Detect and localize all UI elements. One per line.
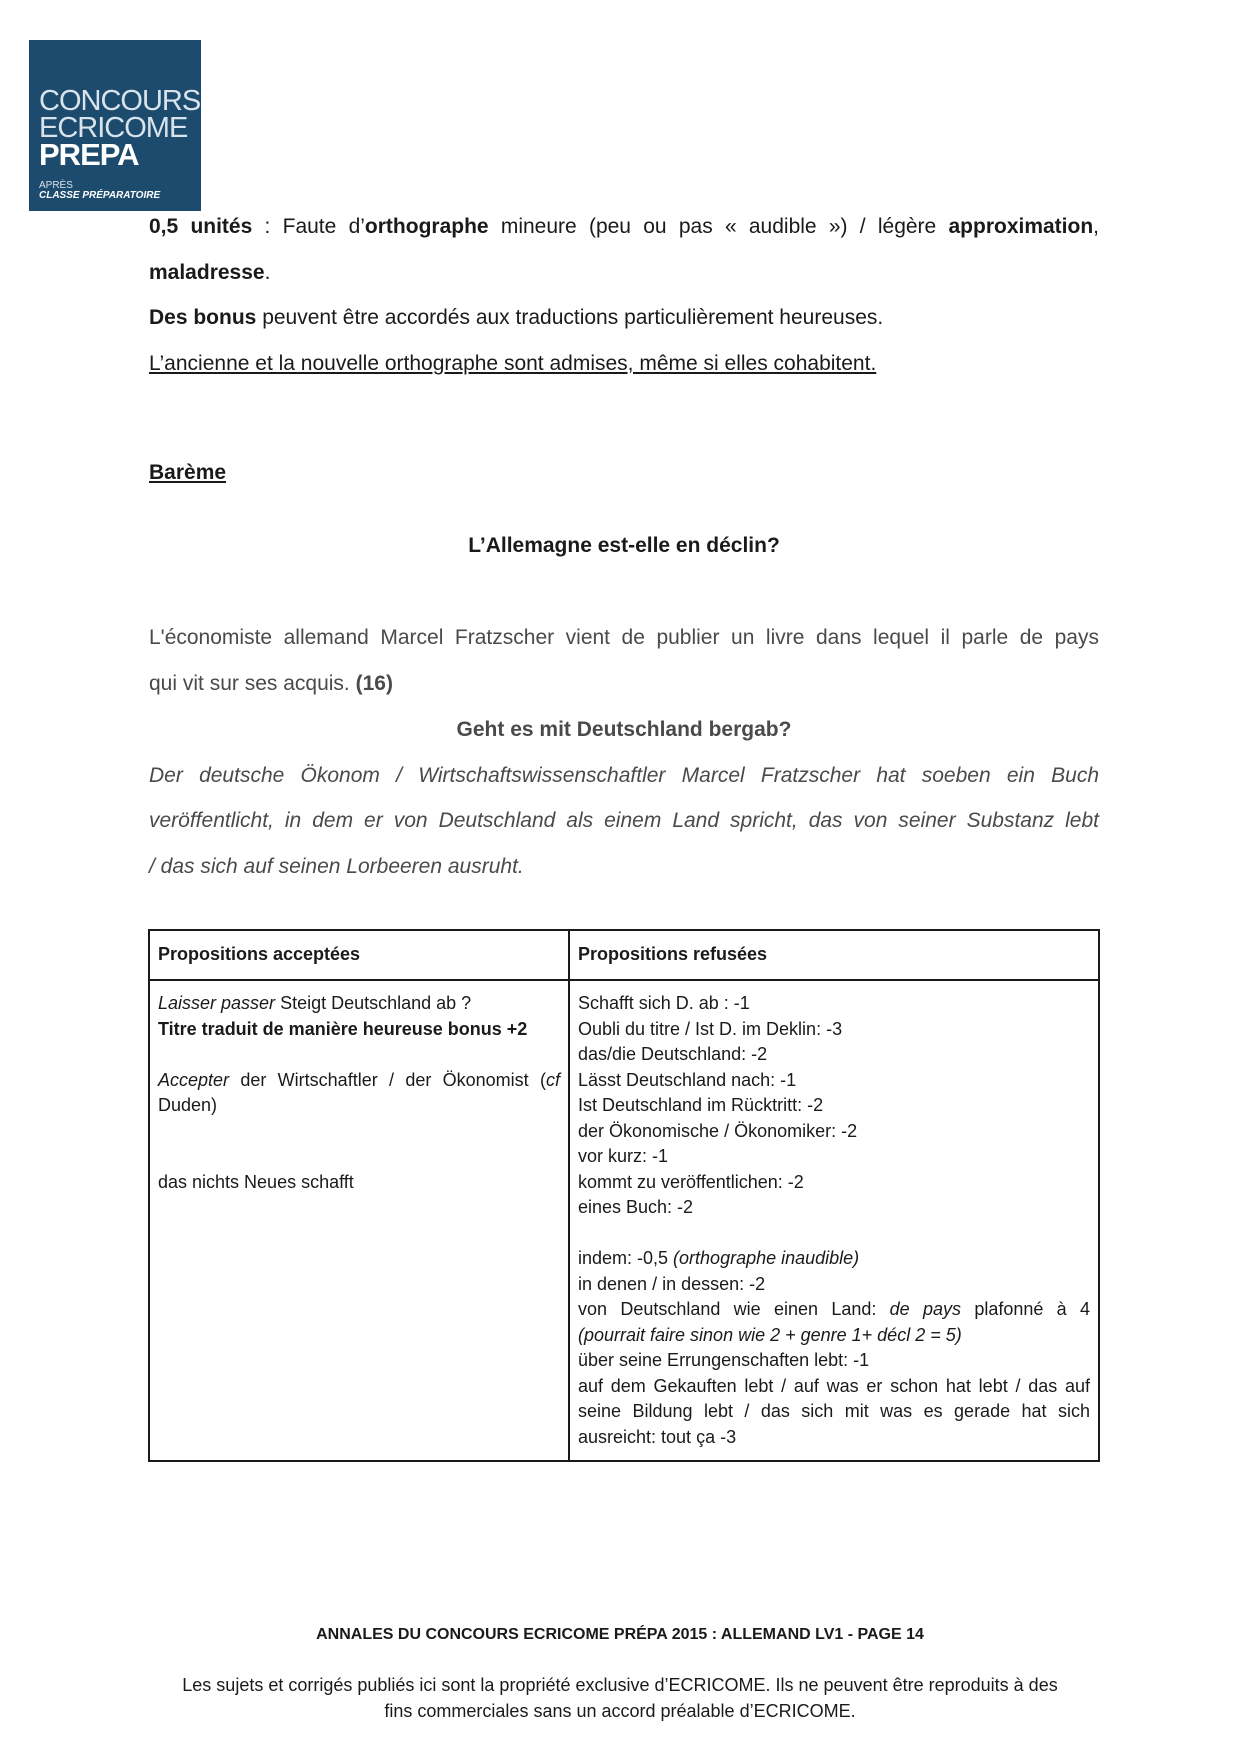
accepted-item: Duden) — [158, 1095, 218, 1115]
accepted-item: das nichts Neues schafft — [158, 1171, 354, 1192]
refused-item: von Deutschland wie einen Land: de pays plafonné à 4 — [578, 1299, 1090, 1319]
source-text-line1: L'économiste allemand Marcel Fratzscher vient de publier un livre dans lequel il parle de pays — [149, 626, 1099, 649]
header-refused: Propositions refusées — [569, 930, 1099, 980]
refused-item: Lässt Deutschland nach: -1 — [578, 1069, 797, 1090]
refused-item: auf dem Gekauften lebt / auf was er schon hat lebt / das auf — [578, 1375, 1090, 1396]
french-title: L’Allemagne est-elle en déclin? — [468, 534, 780, 557]
footer-page-line: ANNALES DU CONCOURS ECRICOME PRÉPA 2015 : ALLEMAND LV1 - PAGE 14 — [316, 1626, 924, 1643]
footer-rights-line1: Les sujets et corrigés publiés ici sont la propriété exclusive d’ECRICOME. Ils ne peuvent être reproduits à des — [182, 1675, 1058, 1695]
footer-rights-line2: fins commerciales sans un accord préalable d’ECRICOME. — [384, 1701, 856, 1721]
logo-line-classe: CLASSE PRÉPARATOIRE — [39, 190, 161, 201]
footer-rights — [150, 1672, 1090, 1724]
accepted-cell — [149, 980, 569, 1461]
logo-line-apres: APRÈS — [39, 180, 73, 191]
refused-item: (pourrait faire sinon wie 2 + genre 1+ décl 2 = 5) — [578, 1324, 962, 1345]
logo-line-prepa: PREPA — [39, 137, 139, 172]
intro-maladresse-line: maladresse. — [149, 261, 271, 284]
refused-item: Ist Deutschland im Rücktritt: -2 — [578, 1095, 824, 1115]
logo-line-concours: CONCOURS — [39, 85, 201, 117]
ecricome-logo — [29, 40, 201, 211]
translation-line1: Der deutsche Ökonom / Wirtschaftswissenschaftler Marcel Fratzscher hat soeben ein Buch — [149, 764, 1099, 787]
table-header-row — [149, 930, 1099, 980]
german-title: Geht es mit Deutschland bergab? — [456, 718, 792, 741]
refused-item: der Ökonomische / Ökonomiker: -2 — [578, 1120, 858, 1141]
refused-item: Schafft sich D. ab : -1 — [578, 993, 750, 1013]
intro-units-line: 0,5 unités : Faute d’orthographe mineure (peu ou pas « audible ») / légère approximation, — [149, 215, 1100, 238]
refused-item: in denen / in dessen: -2 — [578, 1273, 766, 1294]
refused-item: ausreicht: tout ça -3 — [578, 1426, 737, 1447]
spacer — [158, 1042, 560, 1068]
refused-item: seine Bildung lebt / das sich mit was es gerade hat sich — [578, 1401, 1090, 1421]
header-accepted: Propositions acceptées — [149, 930, 569, 980]
refused-item: eines Buch: -2 — [578, 1197, 694, 1217]
refused-item: kommt zu veröffentlichen: -2 — [578, 1171, 804, 1192]
translation-line2: veröffentlicht, in dem er von Deutschland als einem Land spricht, das von seiner Substanz lebt — [149, 809, 1099, 832]
spacer — [158, 1144, 560, 1170]
refused-item: vor kurz: -1 — [578, 1146, 669, 1166]
spacer — [578, 1221, 1090, 1247]
intro-bonus-line: Des bonus peuvent être accordés aux traductions particulièrement heureuses. — [149, 306, 884, 329]
translation-line3: / das sich auf seinen Lorbeeren ausruht. — [149, 855, 524, 878]
accepted-item: Accepter der Wirtschaftler / der Ökonomist (cf — [158, 1069, 560, 1090]
refused-item: das/die Deutschland: -2 — [578, 1044, 768, 1064]
refused-cell — [569, 980, 1099, 1461]
table-body-row — [149, 980, 1099, 1461]
bareme-heading: Barème — [149, 461, 227, 484]
logo-line-ecricome: ECRICOME — [39, 112, 188, 144]
propositions-table — [148, 929, 1100, 1462]
refused-item: Oubli du titre / Ist D. im Deklin: -3 — [578, 1018, 843, 1039]
accepted-item: Titre traduit de manière heureuse bonus +2 — [158, 1018, 528, 1039]
source-text-line2: qui vit sur ses acquis. (16) — [149, 672, 393, 695]
intro-orthographe-note: L’ancienne et la nouvelle orthographe sont admises, même si elles cohabitent. — [149, 352, 877, 375]
refused-item: über seine Errungenschaften lebt: -1 — [578, 1350, 870, 1370]
refused-item: indem: -0,5 (orthographe inaudible) — [578, 1248, 860, 1268]
accepted-item: Laisser passer Steigt Deutschland ab ? — [158, 993, 472, 1013]
spacer — [158, 1119, 560, 1145]
